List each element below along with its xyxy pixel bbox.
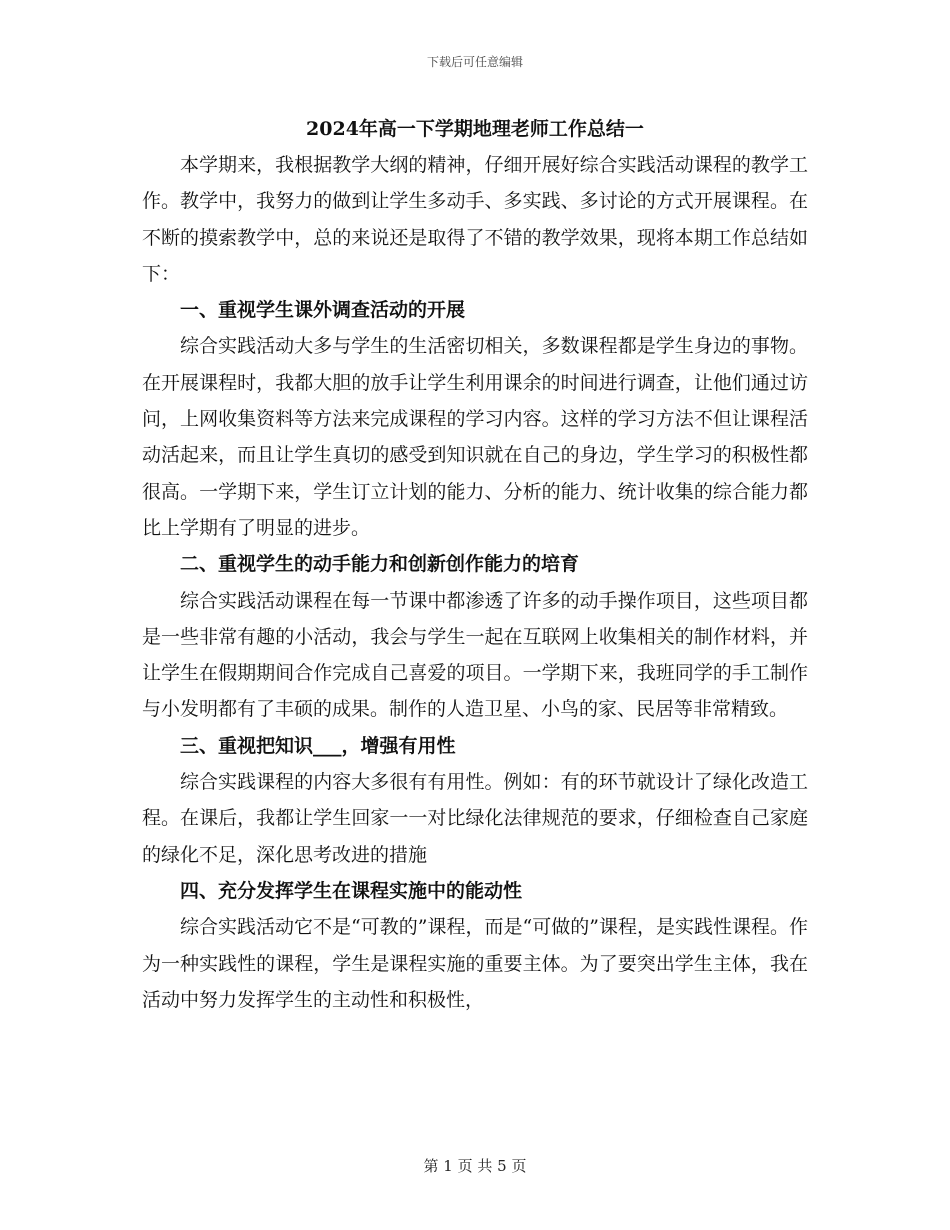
section-heading-1: 一、重视学生课外调查活动的开展 (180, 299, 466, 322)
page-header: 下载后可任意编辑 (426, 55, 523, 69)
section-heading-2: 二、重视学生的动手能力和创新创作能力的培育 (180, 553, 580, 576)
page-footer: 第 1 页 共 5 页 (423, 1157, 527, 1175)
document-body (142, 111, 808, 1018)
paragraph-section-2: 综合实践活动课程在每一节课中都渗透了许多的动手操作项目，这些项目都是一些非常有趣的小活动，我会与学生一起在互联网上收集相关的制作材料，并让学生在假期期间合作完成自己喜爱的项目。一学期下来，我班同学的手工制作与小发明都有了丰硕的成果。制作的人造卫星、小鸟的家、民居等非常精致。 (142, 589, 808, 721)
paragraph-intro: 本学期来，我根据教学大纲的精神，仔细开展好综合实践活动课程的教学工作。教学中，我努力的做到让学生多动手、多实践、多讨论的方式开展课程。在不断的摸索教学中，总的来说还是取得了不错的教学效果，现将本期工作总结如下： (142, 154, 808, 285)
section-heading-4: 四、充分发挥学生在课程实施中的能动性 (180, 879, 523, 902)
section-heading-3: 三、重视把知识___，增强有用性 (180, 734, 456, 757)
document-title: 2024年高一下学期地理老师工作总结一 (306, 118, 644, 140)
paragraph-section-1: 综合实践活动大多与学生的生活密切相关，多数课程都是学生身边的事物。在开展课程时，我都大胆的放手让学生利用课余的时间进行调查，让他们通过访问，上网收集资料等方法来完成课程的学习内容。这样的学习方法不但让课程活动活起来，而且让学生真切的感受到知识就在自己的身边，学生学习的积极性都很高。一学期下来，学生订立计划的能力、分析的能力、统计收集的综合能力都比上学期有了明显的进步。 (142, 335, 808, 539)
paragraph-section-4: 综合实践活动它不是“可教的”课程，而是“可做的”课程，是实践性课程。作为一种实践性的课程，学生是课程实施的重要主体。为了要突出学生主体，我在活动中努力发挥学生的主动性和积极性， (142, 916, 808, 1011)
paragraph-section-3: 综合实践课程的内容大多很有有用性。例如：有的环节就设计了绿化改造工程。在课后，我都让学生回家一一对比绿化法律规范的要求，仔细检查自己家庭的绿化不足，深化思考改进的措施 (142, 771, 808, 866)
